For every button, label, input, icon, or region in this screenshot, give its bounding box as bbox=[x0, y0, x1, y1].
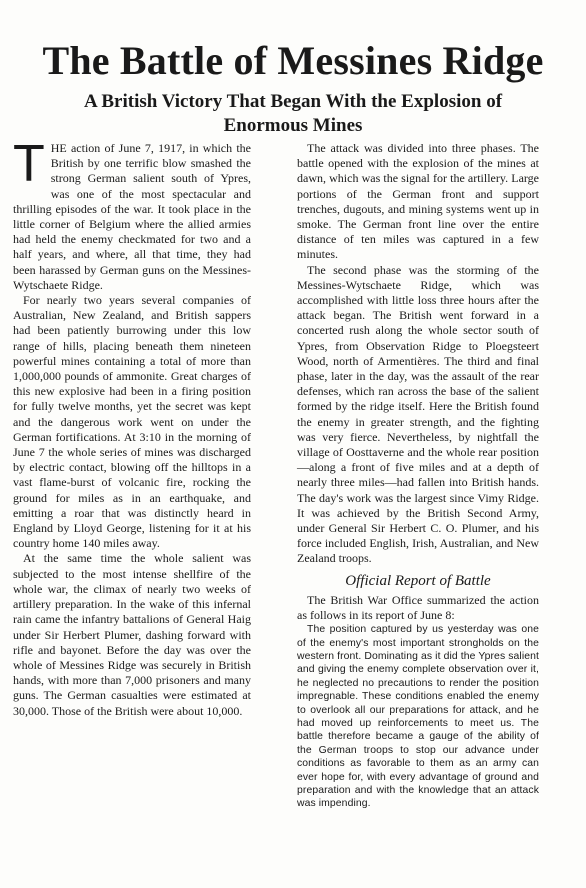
paragraph-1-text: HE action of June 7, 1917, in which the British by one terrific blow smashed the strong German salient south of Ypres, was one of the most spectacular and thrilling episodes of the war. It took place in the little corner of Belgium where the allied armies had held the enemy checkmated for two and a half years, and where, all that time, they had been harassed by German guns on the Messines-Wytschaete Ridge. bbox=[13, 141, 251, 292]
paragraph-5: The second phase was the storming of the Messines-Wytschaete Ridge, which was accomplished with little loss three hours after the attack began. The British went forward in a concerted rush along the whole sector south of Ypres, from Observation Ridge to Ploegsteert Wood, north of Armentières. The third and final phase, later in the day, was the assault of the rear defenses, which ran across the base of the salient formed by the ridge itself. Here the British found the enemy in greater strength, and the fighting was very fierce. Nevertheless, by nightfall the village of Oosttaverne and the whole rear position—along a front of five miles and at a depth of nearly three miles—had fallen into British hands. The day's work was the largest since Vimy Ridge. It was achieved by the British Second Army, under General Sir Herbert C. O. Plumer, and his force included English, Irish, Australian, and New Zealand troops. bbox=[297, 262, 539, 566]
article-subtitle: A British Victory That Began With the Explosion of Enormous Mines bbox=[83, 91, 503, 136]
drop-cap: T bbox=[13, 135, 45, 193]
column-right bbox=[297, 141, 539, 811]
paragraph-1 bbox=[13, 135, 251, 293]
paragraph-4: The attack was divided into three phases. The battle opened with the explosion of the mines at dawn, which was the signal for the artillery. Large portions of the German front and support trenches, dugouts, and mining systems went up in smoke. The German front line over the entire distance of ten miles was captured in a few minutes. bbox=[297, 141, 539, 262]
paragraph-6: The British War Office summarized the action as follows in its report of June 8: bbox=[297, 592, 539, 622]
paragraph-2: For nearly two years several companies of Australian, New Zealand, and British sappers had been patiently burrowing under this low range of hills, placing beneath them nineteen powerful mines containing a total of more than 1,000,000 pounds of ammonite. Great charges of this new explosive had been in a firing position for fully twelve months, yet the secret was kept and the dangerous work went on under the German fortifications. At 3:10 in the morning of June 7 the whole series of mines was discharged by electric contact, blowing off the hilltops in a vast flame-burst of volcanic fire, rocking the ground for miles as in an earthquake, and emitting a roar that was distinctly heard in England by Lloyd George, listening for it at his country home 140 miles away. bbox=[13, 293, 251, 551]
quoted-report: The position captured by us yesterday was one of the enemy's most important strongholds on the western front. Dominating as it did the Ypres salient and giving the enemy complete observation over it, he neglected no precautions to render the position impregnable. These conditions enabled the enemy to overlook all our preparations for attack, and he had moved up reinforcements to meet us. The battle therefore became a gauge of the ability of the German troops to stop our advance under conditions as favorable to them as an army can ever hope for, with every advantage of ground and preparation and with the knowledge that an attack was impending. bbox=[297, 624, 539, 810]
column-left bbox=[13, 135, 251, 719]
section-subhead: Official Report of Battle bbox=[345, 572, 491, 589]
article-title: The Battle of Messines Ridge bbox=[42, 38, 544, 83]
paragraph-3: At the same time the whole salient was subjected to the most intense shellfire of the whole war, the climax of nearly two weeks of artillery preparation. In the wake of this infernal rain came the infantry battalions of General Haig under Sir Herbert Plumer, dashing forward with rifle and bayonet. Before the day was over the whole of Messines Ridge was securely in British hands, with more than 7,000 prisoners and many guns. The German casualties were estimated at 30,000. Those of the British were about 10,000. bbox=[13, 551, 251, 718]
